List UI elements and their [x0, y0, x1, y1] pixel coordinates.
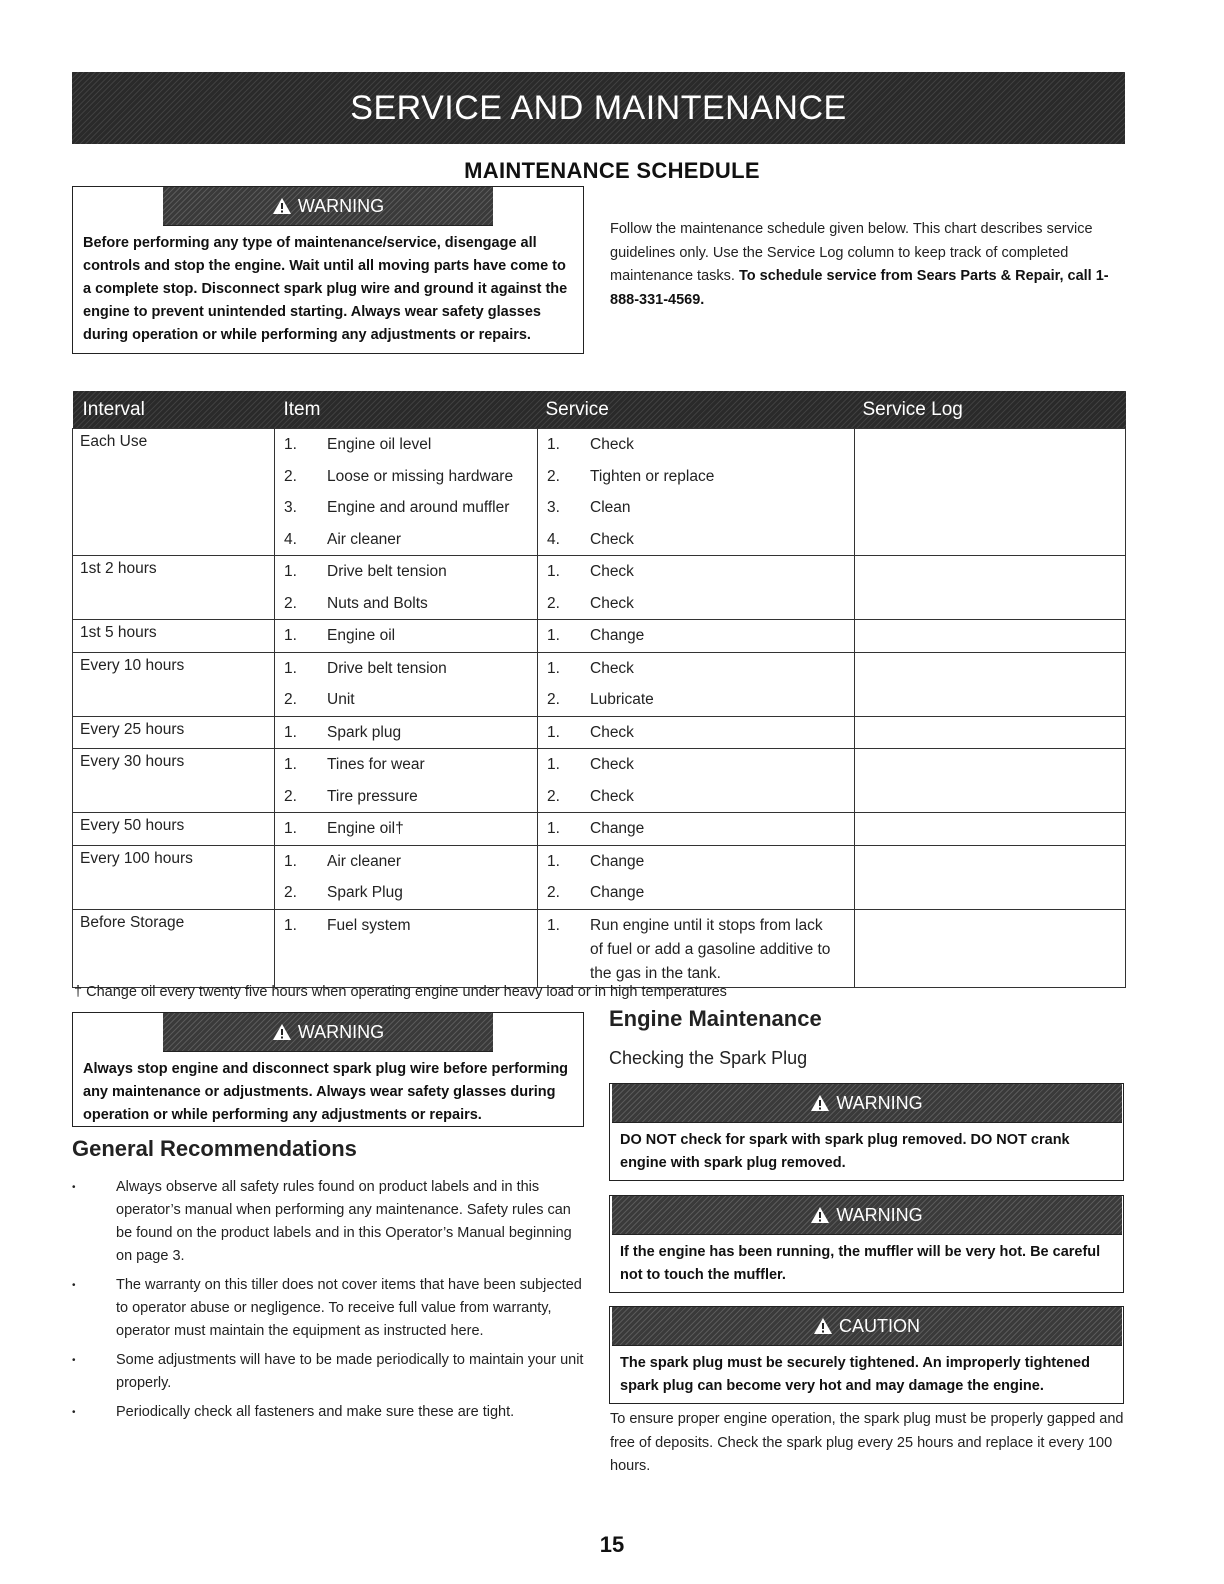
table-row	[73, 429, 1126, 556]
table-footnote: † Change oil every twenty five hours when operating engine under heavy load or in high temperatures	[74, 984, 727, 1000]
service-log-cell[interactable]	[855, 652, 1126, 716]
service-cell: 1. Check 2. Check	[538, 749, 855, 813]
warning-label: WARNING	[297, 1021, 385, 1042]
service-cell: 1. Change	[538, 813, 855, 846]
table-row	[73, 716, 1126, 749]
warning-triangle-icon	[272, 197, 292, 215]
warning-triangle-icon	[810, 1094, 830, 1112]
list-item: • Periodically check all fasteners and make sure these are tight.	[72, 1401, 587, 1424]
interval-cell: Every 100 hours	[73, 845, 275, 909]
service-log-cell[interactable]	[855, 716, 1126, 749]
list-item: • The warranty on this tiller does not cover items that have been subjected to operator abuse or negligence. To receive full value from warranty, operator must maintain the equipment as instructed here.	[72, 1274, 587, 1343]
table-row	[73, 749, 1126, 813]
service-cell: 1. Change 2. Change	[538, 845, 855, 909]
service-log-cell[interactable]	[855, 749, 1126, 813]
warning-box-top	[72, 186, 584, 354]
service-cell: 1. Check	[538, 716, 855, 749]
item-cell: 1. Fuel system	[275, 909, 538, 987]
interval-cell: Every 30 hours	[73, 749, 275, 813]
intro-text: Follow the maintenance schedule given below. This chart describes service guidelines only. Use the Service Log column to keep track of completed maintenance tasks.	[610, 221, 1093, 284]
table-row	[73, 845, 1126, 909]
item-cell: 1. Air cleaner 2. Spark Plug	[275, 845, 538, 909]
interval-cell: Every 10 hours	[73, 652, 275, 716]
warning-header	[612, 1196, 1122, 1235]
table-row	[73, 813, 1126, 846]
interval-cell: 1st 2 hours	[73, 556, 275, 620]
interval-cell: Before Storage	[73, 909, 275, 987]
table-row	[73, 556, 1126, 620]
service-cell: 1. Check 2. Check	[538, 556, 855, 620]
item-cell: 1. Spark plug	[275, 716, 538, 749]
list-item: • Some adjustments will have to be made periodically to maintain your unit properly.	[72, 1349, 587, 1395]
item-cell: 1. Drive belt tension 2. Nuts and Bolts	[275, 556, 538, 620]
warning-label: WARNING	[836, 1092, 923, 1113]
item-cell: 1. Engine oil	[275, 620, 538, 653]
header-service: Service	[545, 398, 609, 420]
general-recommendations-heading: General Recommendations	[72, 1136, 357, 1161]
item-cell: 1. Engine oil level 2. Loose or missing hardware 3. Engine and around muffler 4. Air cleaner	[275, 429, 538, 556]
warning-label: WARNING	[836, 1204, 923, 1225]
engine-maintenance-heading: Engine Maintenance	[609, 1006, 822, 1031]
table-row	[73, 652, 1126, 716]
item-cell: 1. Tines for wear 2. Tire pressure	[275, 749, 538, 813]
service-cell: 1. Run engine until it stops from lack of fuel or add a gasoline additive to the gas in the tank.	[538, 909, 855, 987]
interval-cell: 1st 5 hours	[73, 620, 275, 653]
service-log-cell[interactable]	[855, 845, 1126, 909]
item-cell: 1. Engine oil†	[275, 813, 538, 846]
spark-plug-subheading: Checking the Spark Plug	[609, 1048, 808, 1068]
table-row	[73, 909, 1126, 987]
warning-text: Before performing any type of maintenance/service, disengage all controls and stop the engine. Wait until all moving parts have come to a complete stop. Disconnect spark plug wire and ground it against the engine to prevent unintended starting. Always wear safety glasses during operation or while performing any adjustments or repairs.	[83, 235, 568, 343]
general-recommendations-list	[72, 1176, 587, 1430]
maintenance-schedule-table	[72, 391, 1126, 988]
warning-box-spark	[609, 1083, 1124, 1181]
interval-cell: Every 50 hours	[73, 813, 275, 846]
service-log-cell[interactable]	[855, 556, 1126, 620]
item-cell: 1. Drive belt tension 2. Unit	[275, 652, 538, 716]
caution-box	[609, 1306, 1124, 1404]
list-item: • Always observe all safety rules found on product labels and in this operator’s manual when performing any maintenance. Safety rules can be found on the product labels and in this Operator’s Manual beginning on page 3.	[72, 1176, 587, 1268]
table-header-row	[73, 391, 1126, 429]
caution-label: CAUTION	[839, 1315, 920, 1336]
service-log-cell[interactable]	[855, 429, 1126, 556]
caution-text: The spark plug must be securely tightened. An improperly tightened spark plug can become very hot and may damage the engine.	[620, 1355, 1090, 1394]
warning-header	[163, 1013, 493, 1052]
service-cell: 1. Change	[538, 620, 855, 653]
warning-text: DO NOT check for spark with spark plug removed. DO NOT crank engine with spark plug removed.	[620, 1132, 1070, 1171]
intro-bold-text: To schedule service from Sears Parts & Repair, call 1-888-331-4569.	[610, 268, 1109, 308]
spark-plug-paragraph: To ensure proper engine operation, the spark plug must be properly gapped and free of deposits. Check the spark plug every 25 hours and replace it every 100 hours.	[610, 1411, 1124, 1474]
warning-label: WARNING	[297, 195, 385, 216]
warning-box-maintenance	[72, 1012, 584, 1127]
banner-title: SERVICE AND MAINTENANCE	[350, 88, 847, 127]
caution-triangle-icon	[813, 1317, 833, 1335]
warning-triangle-icon	[810, 1206, 830, 1224]
service-cell: 1. Check 2. Lubricate	[538, 652, 855, 716]
service-log-cell[interactable]	[855, 909, 1126, 987]
table-row	[73, 620, 1126, 653]
warning-text: If the engine has been running, the muffler will be very hot. Be careful not to touch the muffler.	[620, 1244, 1101, 1283]
service-cell: 1. Check 2. Tighten or replace 3. Clean 4. Check	[538, 429, 855, 556]
header-service-log: Service Log	[862, 398, 963, 420]
caution-header	[612, 1307, 1122, 1346]
service-log-cell[interactable]	[855, 620, 1126, 653]
header-interval: Interval	[82, 398, 145, 420]
intro-paragraph	[610, 218, 1122, 312]
warning-text: Always stop engine and disconnect spark plug wire before performing any maintenance or adjustments. Always wear safety glasses during operation or while performing any adjustments or repairs.	[83, 1061, 569, 1123]
section-banner	[72, 72, 1125, 144]
page-number: 15	[599, 1532, 625, 1557]
warning-header	[163, 187, 493, 226]
warning-triangle-icon	[272, 1023, 292, 1041]
interval-cell: Each Use	[73, 429, 275, 556]
header-item: Item	[283, 398, 321, 420]
service-log-cell[interactable]	[855, 813, 1126, 846]
page-subtitle: MAINTENANCE SCHEDULE	[464, 158, 760, 183]
interval-cell: Every 25 hours	[73, 716, 275, 749]
warning-box-muffler	[609, 1195, 1124, 1293]
warning-header	[612, 1084, 1122, 1123]
